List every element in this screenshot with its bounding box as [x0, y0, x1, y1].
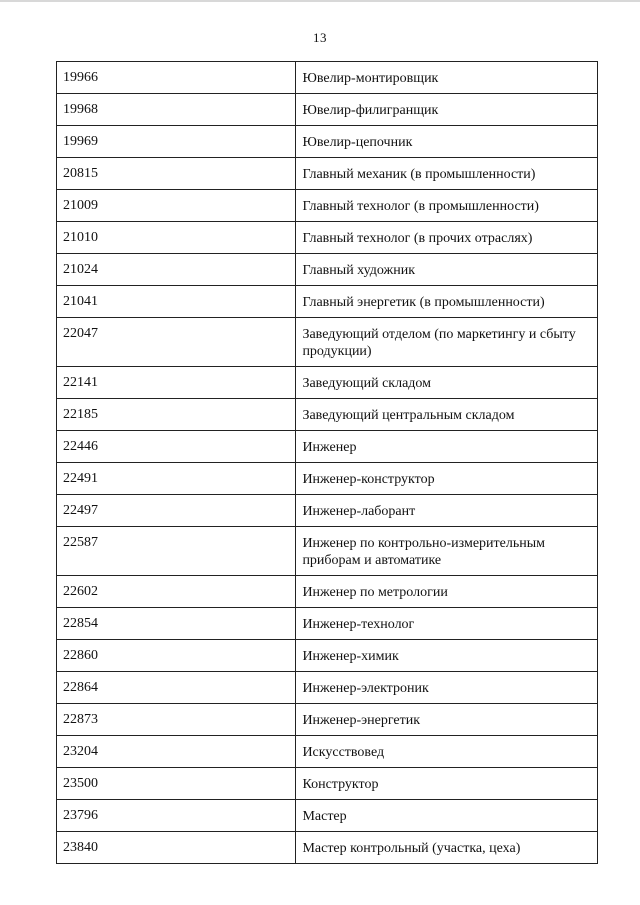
page-number: 13 — [313, 30, 327, 45]
code-cell: 20815 — [57, 158, 296, 190]
profession-name-cell: Главный механик (в промышленности) — [296, 158, 598, 190]
code-cell: 22491 — [57, 463, 296, 495]
table-row — [57, 800, 598, 832]
code-cell: 23796 — [57, 800, 296, 832]
code-cell: 19969 — [57, 126, 296, 158]
profession-name-cell: Главный энергетик (в промышленности) — [296, 286, 598, 318]
profession-name-cell: Ювелир-цепочник — [296, 126, 598, 158]
profession-name-cell: Инженер-электроник — [296, 672, 598, 704]
code-cell: 21024 — [57, 254, 296, 286]
code-cell: 21041 — [57, 286, 296, 318]
profession-name-cell: Главный художник — [296, 254, 598, 286]
scan-edge-line — [0, 0, 640, 2]
code-cell: 22497 — [57, 495, 296, 527]
table-row — [57, 126, 598, 158]
code-cell: 23204 — [57, 736, 296, 768]
profession-name-cell: Искусствовед — [296, 736, 598, 768]
profession-name-cell: Мастер — [296, 800, 598, 832]
profession-name-cell: Мастер контрольный (участка, цеха) — [296, 832, 598, 864]
code-cell: 23840 — [57, 832, 296, 864]
table-row — [57, 367, 598, 399]
profession-name-cell: Заведующий отделом (по маркетингу и сбыту продукции) — [296, 318, 598, 367]
code-cell: 22185 — [57, 399, 296, 431]
code-cell: 22854 — [57, 608, 296, 640]
table-row — [57, 286, 598, 318]
table-row — [57, 832, 598, 864]
profession-name-cell: Инженер по метрологии — [296, 576, 598, 608]
code-cell: 23500 — [57, 768, 296, 800]
table-row — [57, 608, 598, 640]
code-cell: 22587 — [57, 527, 296, 576]
profession-name-cell: Инженер-химик — [296, 640, 598, 672]
table-row — [57, 62, 598, 94]
code-cell: 22864 — [57, 672, 296, 704]
profession-name-cell: Инженер — [296, 431, 598, 463]
code-cell: 19968 — [57, 94, 296, 126]
table-row — [57, 495, 598, 527]
profession-name-cell: Инженер-конструктор — [296, 463, 598, 495]
table-row — [57, 431, 598, 463]
code-cell: 21009 — [57, 190, 296, 222]
profession-table — [56, 61, 598, 864]
table-row — [57, 704, 598, 736]
table-body — [57, 62, 598, 864]
table-row — [57, 94, 598, 126]
profession-name-cell: Ювелир-монтировщик — [296, 62, 598, 94]
code-cell: 22141 — [57, 367, 296, 399]
profession-name-cell: Главный технолог (в промышленности) — [296, 190, 598, 222]
table-row — [57, 318, 598, 367]
profession-name-cell: Инженер-технолог — [296, 608, 598, 640]
code-cell: 22602 — [57, 576, 296, 608]
code-cell: 22446 — [57, 431, 296, 463]
table-row — [57, 399, 598, 431]
table-row — [57, 527, 598, 576]
profession-name-cell: Ювелир-филигранщик — [296, 94, 598, 126]
table-row — [57, 672, 598, 704]
code-cell: 22860 — [57, 640, 296, 672]
code-cell: 21010 — [57, 222, 296, 254]
profession-name-cell: Инженер-энергетик — [296, 704, 598, 736]
table-row — [57, 736, 598, 768]
profession-name-cell: Инженер по контрольно-измерительным приборам и автоматике — [296, 527, 598, 576]
code-cell: 19966 — [57, 62, 296, 94]
table-row — [57, 254, 598, 286]
profession-name-cell: Главный технолог (в прочих отраслях) — [296, 222, 598, 254]
profession-name-cell: Конструктор — [296, 768, 598, 800]
table-row — [57, 158, 598, 190]
code-cell: 22047 — [57, 318, 296, 367]
profession-name-cell: Заведующий центральным складом — [296, 399, 598, 431]
table-row — [57, 768, 598, 800]
table-row — [57, 190, 598, 222]
table-row — [57, 463, 598, 495]
table-row — [57, 576, 598, 608]
profession-name-cell: Инженер-лаборант — [296, 495, 598, 527]
profession-name-cell: Заведующий складом — [296, 367, 598, 399]
table-row — [57, 640, 598, 672]
code-cell: 22873 — [57, 704, 296, 736]
table-row — [57, 222, 598, 254]
profession-table-container — [56, 61, 598, 864]
